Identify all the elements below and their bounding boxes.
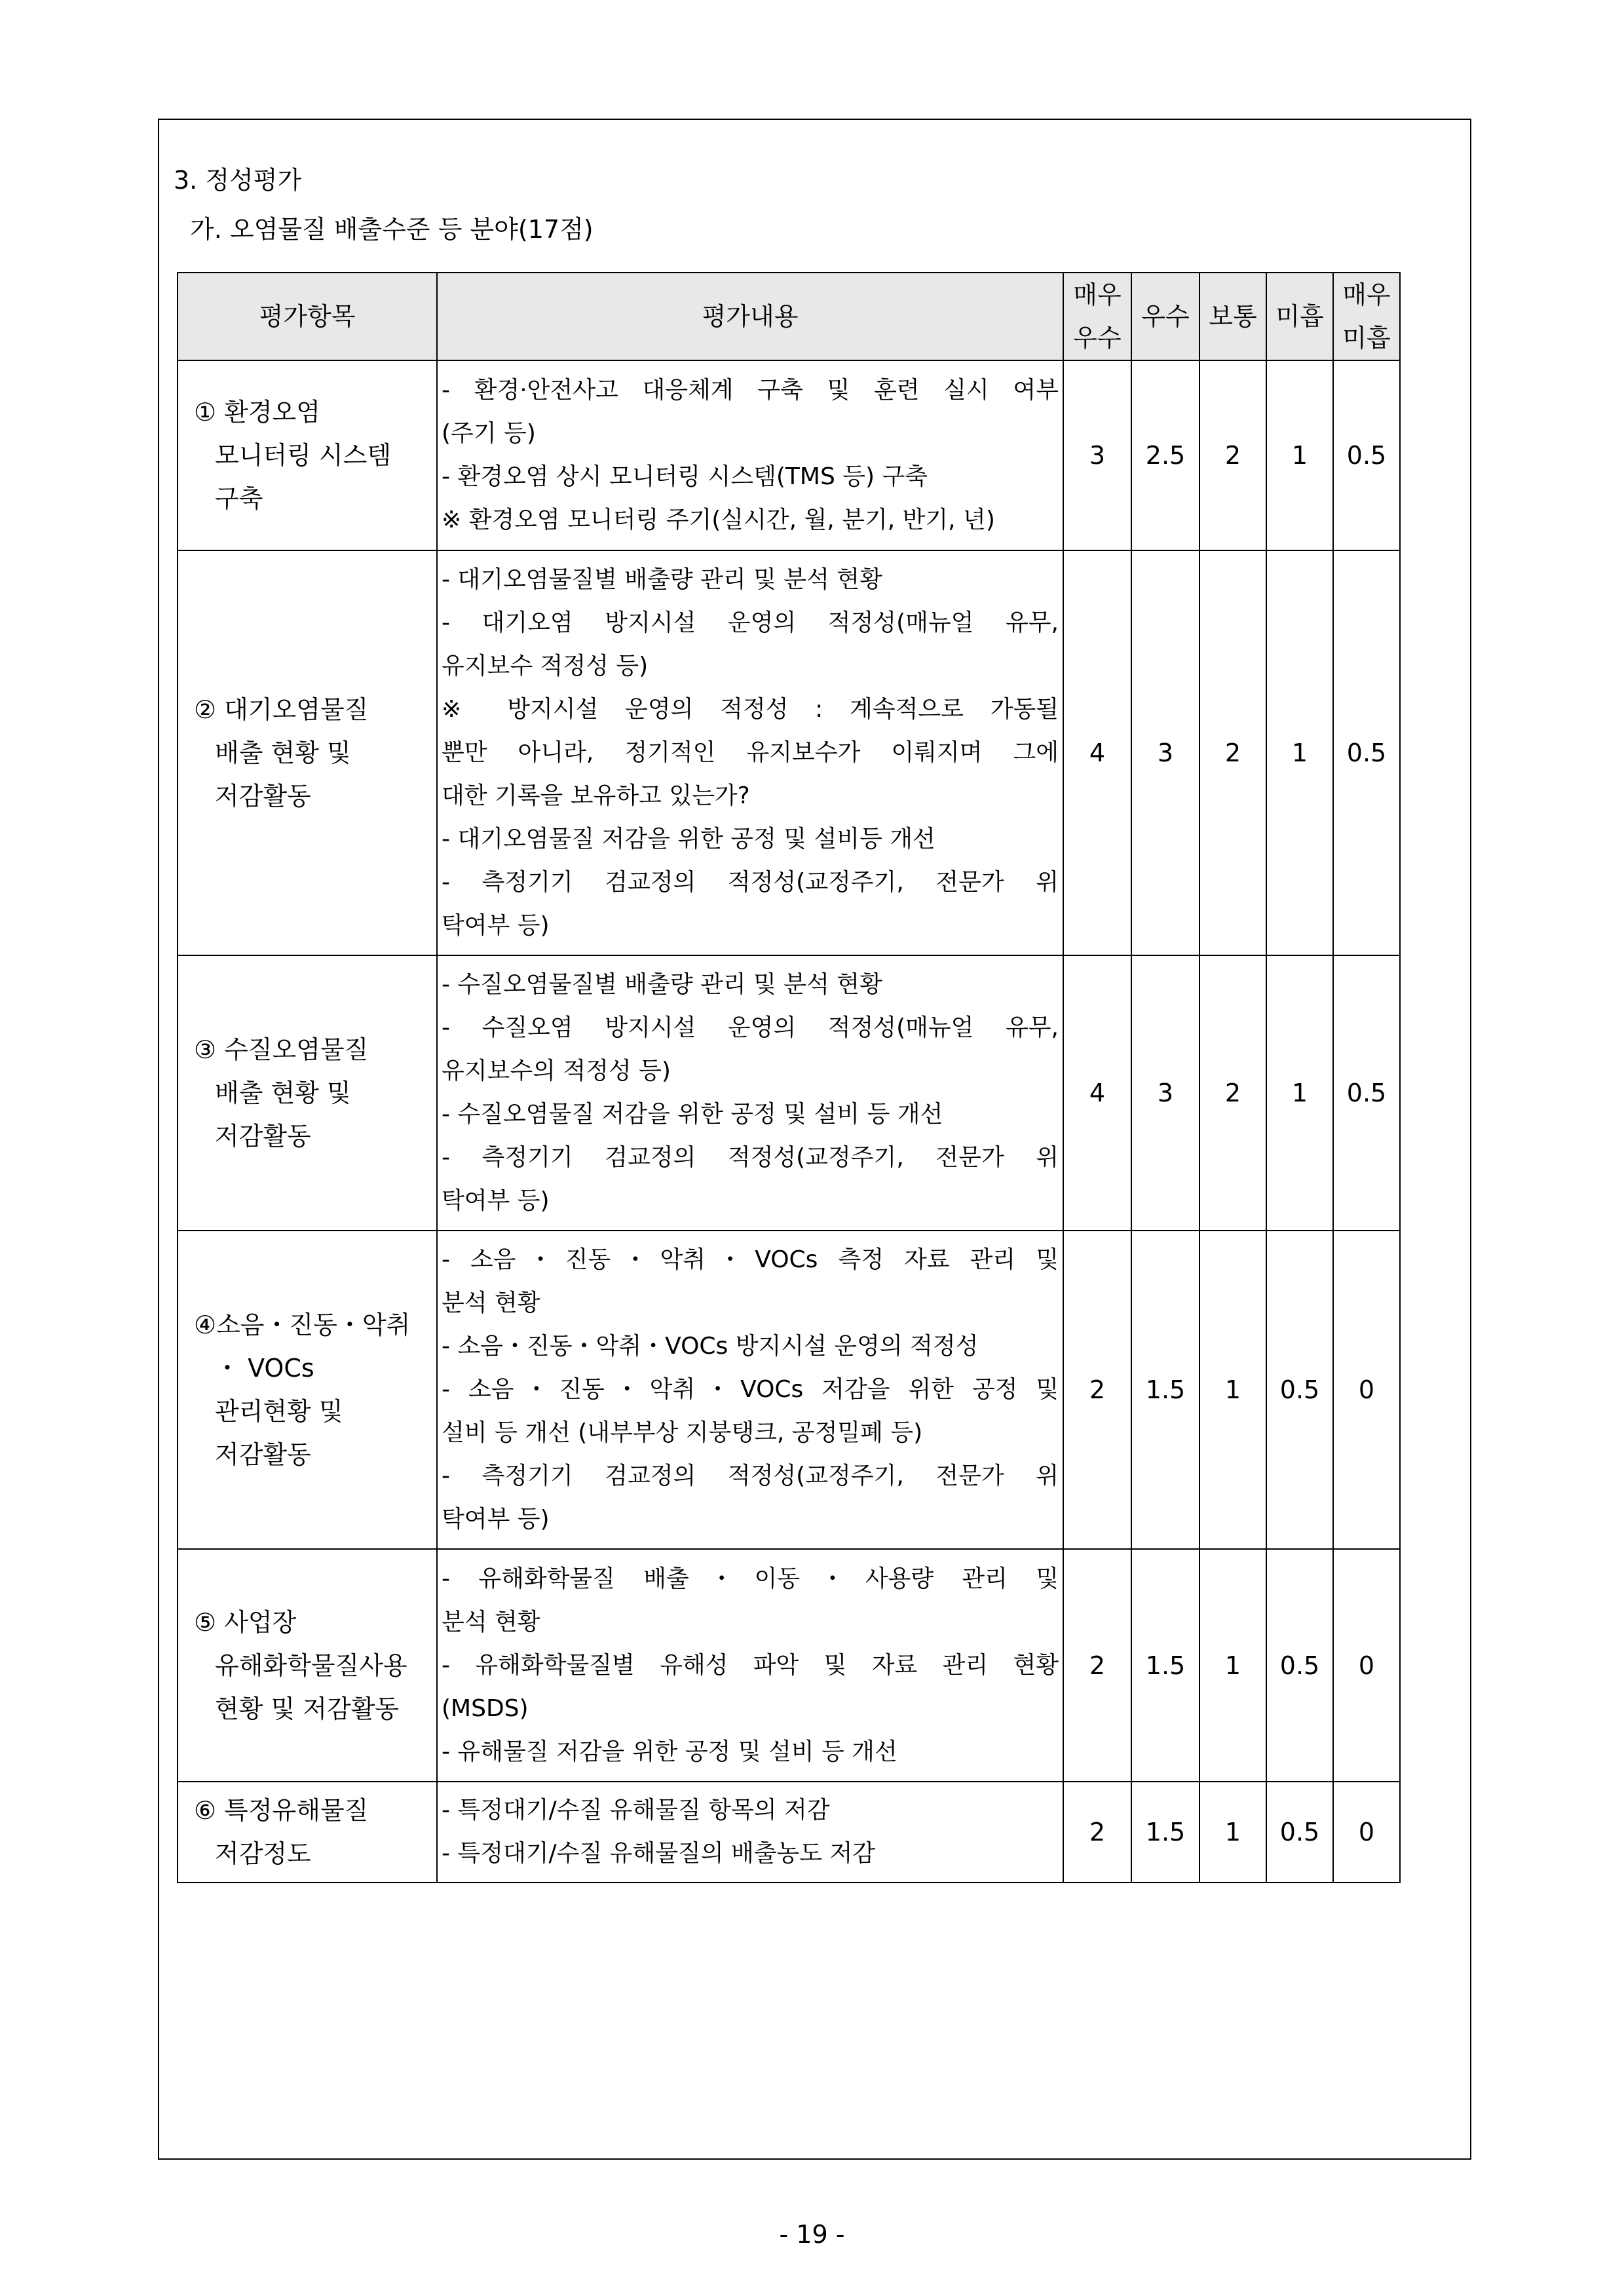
table-row-4: [178, 1231, 1400, 1549]
evaluation-content-line: 탁여부 등): [442, 1506, 550, 1533]
section-title: 3. 정성평가: [174, 166, 302, 195]
table-row-3: [178, 955, 1400, 1231]
table-row-2: [178, 550, 1400, 955]
evaluation-content-line: 분석 현황: [442, 1608, 540, 1636]
evaluation-item-line: 저감활동: [215, 1122, 311, 1151]
evaluation-content-line: 뿐만 아니라, 정기적인 유지보수가 이뤄지며 그에: [442, 739, 1059, 766]
evaluation-content-line: - 대기오염 방지시설 운영의 적정성(매뉴얼 유무,: [442, 609, 1059, 636]
evaluation-content-line: - 측정기기 검교정의 적정성(교정주기, 전문가 위: [442, 869, 1059, 896]
evaluation-table: [177, 272, 1401, 1883]
evaluation-item-line: ④소음・진동・악취: [194, 1311, 411, 1339]
score-average: 1: [1199, 1782, 1266, 1883]
evaluation-item-cell: [178, 1231, 437, 1549]
evaluation-item-line: 저감활동: [215, 1440, 311, 1469]
evaluation-content-line: 대한 기록을 보유하고 있는가?: [442, 782, 750, 809]
evaluation-item-line: 저감활동: [215, 782, 311, 811]
evaluation-content-line: 분석 현황: [442, 1290, 540, 1316]
evaluation-content-cell: [437, 955, 1063, 1231]
evaluation-content-line: (주기 등): [442, 420, 536, 447]
evaluation-item-line: ① 환경오염: [194, 398, 320, 427]
evaluation-item-line: 배출 현황 및: [215, 1079, 351, 1107]
score-very-good: 2: [1063, 1231, 1131, 1549]
score-very-good: 2: [1063, 1549, 1131, 1782]
evaluation-content-line: (MSDS): [442, 1694, 529, 1722]
evaluation-content-line: 설비 등 개선 (내부부상 지붕탱크, 공정밀폐 등): [442, 1419, 923, 1446]
score-very-poor: 0: [1333, 1782, 1400, 1883]
evaluation-content-line: 탁여부 등): [442, 1187, 550, 1214]
evaluation-item-line: 구축: [215, 484, 263, 513]
score-very-good: 4: [1063, 550, 1131, 955]
score-good: 1.5: [1131, 1231, 1199, 1549]
score-good: 1.5: [1131, 1549, 1199, 1782]
evaluation-content-line: ※ 방지시설 운영의 적정성 : 계속적으로 가동될: [442, 696, 1059, 723]
evaluation-content-cell: [437, 550, 1063, 955]
evaluation-content-line: 탁여부 등): [442, 912, 550, 939]
evaluation-item-cell: [178, 550, 437, 955]
evaluation-content-line: - 환경오염 상시 모니터링 시스템(TMS 등) 구축: [442, 463, 928, 490]
evaluation-content-line: - 환경·안전사고 대응체계 구축 및 훈련 실시 여부: [442, 377, 1059, 404]
evaluation-content-line: - 소음・진동・악취・VOCs 측정 자료 관리 및: [442, 1246, 1059, 1273]
header-average: 보통: [1199, 273, 1266, 360]
evaluation-content-line: - 측정기기 검교정의 적정성(교정주기, 전문가 위: [442, 1463, 1059, 1489]
evaluation-content-line: - 유해화학물질 배출・이동・사용량 관리 및: [442, 1565, 1059, 1592]
evaluation-content-line: ※ 환경오염 모니터링 주기(실시간, 월, 분기, 반기, 년): [442, 507, 995, 533]
evaluation-item-line: ⑤ 사업장: [194, 1607, 297, 1637]
score-average: 2: [1199, 550, 1266, 955]
evaluation-content-line: - 소음・진동・악취・VOCs 저감을 위한 공정 및: [442, 1376, 1059, 1403]
header-very-poor: [1333, 273, 1400, 360]
score-very-poor: 0: [1333, 1549, 1400, 1782]
evaluation-item-line: 배출 현황 및: [215, 738, 351, 767]
evaluation-content-line: - 대기오염물질별 배출량 관리 및 분석 현황: [442, 566, 882, 593]
header-very-good-line1: 매우: [1073, 280, 1122, 309]
score-poor: 0.5: [1266, 1549, 1333, 1782]
evaluation-item-cell: [178, 1782, 437, 1883]
evaluation-item-line: 저감정도: [215, 1839, 311, 1868]
evaluation-item-cell: [178, 955, 437, 1231]
table-row-6: [178, 1782, 1400, 1883]
evaluation-content-line: - 유해물질 저감을 위한 공정 및 설비 등 개선: [442, 1738, 897, 1765]
score-good: 3: [1131, 955, 1199, 1231]
score-very-poor: 0.5: [1333, 550, 1400, 955]
evaluation-content-line: - 대기오염물질 저감을 위한 공정 및 설비등 개선: [442, 826, 935, 852]
evaluation-item-line: 관리현황 및: [215, 1397, 343, 1426]
evaluation-content-cell: [437, 1782, 1063, 1883]
score-poor: 1: [1266, 550, 1333, 955]
score-poor: 0.5: [1266, 1782, 1333, 1883]
header-item: 평가항목: [178, 273, 437, 360]
score-average: 2: [1199, 360, 1266, 550]
score-good: 1.5: [1131, 1782, 1199, 1883]
score-poor: 1: [1266, 360, 1333, 550]
evaluation-content-line: - 수질오염 방지시설 운영의 적정성(매뉴얼 유무,: [442, 1014, 1059, 1041]
evaluation-item-cell: [178, 360, 437, 550]
page-number: - 19 -: [779, 2220, 845, 2249]
evaluation-content-line: - 수질오염물질별 배출량 관리 및 분석 현황: [442, 971, 882, 998]
score-very-good: 4: [1063, 955, 1131, 1231]
header-content: 평가내용: [437, 273, 1063, 360]
evaluation-content-cell: [437, 1231, 1063, 1549]
evaluation-content-line: - 측정기기 검교정의 적정성(교정주기, 전문가 위: [442, 1144, 1059, 1171]
score-poor: 1: [1266, 955, 1333, 1231]
evaluation-item-line: ③ 수질오염물질: [194, 1035, 369, 1064]
score-very-good: 3: [1063, 360, 1131, 550]
score-good: 2.5: [1131, 360, 1199, 550]
score-average: 1: [1199, 1231, 1266, 1549]
evaluation-item-line: 현황 및 저감활동: [215, 1694, 400, 1723]
score-poor: 0.5: [1266, 1231, 1333, 1549]
score-average: 2: [1199, 955, 1266, 1231]
evaluation-content-line: - 소음・진동・악취・VOCs 방지시설 운영의 적정성: [442, 1333, 979, 1360]
header-very-poor-line1: 매우: [1342, 280, 1391, 309]
evaluation-content-line: 유지보수의 적정성 등): [442, 1058, 671, 1084]
evaluation-item-line: 유해화학물질사용: [215, 1651, 407, 1680]
score-very-poor: 0.5: [1333, 955, 1400, 1231]
evaluation-item-line: ② 대기오염물질: [194, 695, 369, 724]
score-very-poor: 0: [1333, 1231, 1400, 1549]
evaluation-item-line: 모니터링 시스템: [215, 441, 392, 470]
evaluation-item-cell: [178, 1549, 437, 1782]
score-very-poor: 0.5: [1333, 360, 1400, 550]
header-very-good: [1063, 273, 1131, 360]
evaluation-content-line: - 유해화학물질별 유해성 파악 및 자료 관리 현황: [442, 1651, 1059, 1679]
header-poor: 미흡: [1266, 273, 1333, 360]
evaluation-content-line: - 특정대기/수질 유해물질의 배출농도 저감: [442, 1840, 876, 1867]
header-good: 우수: [1131, 273, 1199, 360]
table-row-1: [178, 360, 1400, 550]
evaluation-content-line: 유지보수 적정성 등): [442, 653, 649, 679]
header-very-poor-line2: 미흡: [1342, 324, 1391, 353]
evaluation-content-line: - 특정대기/수질 유해물질 항목의 저감: [442, 1797, 830, 1824]
header-very-good-line2: 우수: [1073, 324, 1122, 353]
score-average: 1: [1199, 1549, 1266, 1782]
evaluation-item-line: ・ VOCs: [215, 1354, 314, 1383]
table-header-row: [178, 273, 1400, 360]
evaluation-content-cell: [437, 360, 1063, 550]
evaluation-item-line: ⑥ 특정유해물질: [194, 1796, 369, 1825]
sub-title: 가. 오염물질 배출수준 등 분야(17점): [190, 215, 594, 244]
evaluation-content-line: - 수질오염물질 저감을 위한 공정 및 설비 등 개선: [442, 1101, 943, 1128]
table-body: [178, 360, 1400, 1883]
evaluation-content-cell: [437, 1549, 1063, 1782]
score-very-good: 2: [1063, 1782, 1131, 1883]
table-row-5: [178, 1549, 1400, 1782]
score-good: 3: [1131, 550, 1199, 955]
